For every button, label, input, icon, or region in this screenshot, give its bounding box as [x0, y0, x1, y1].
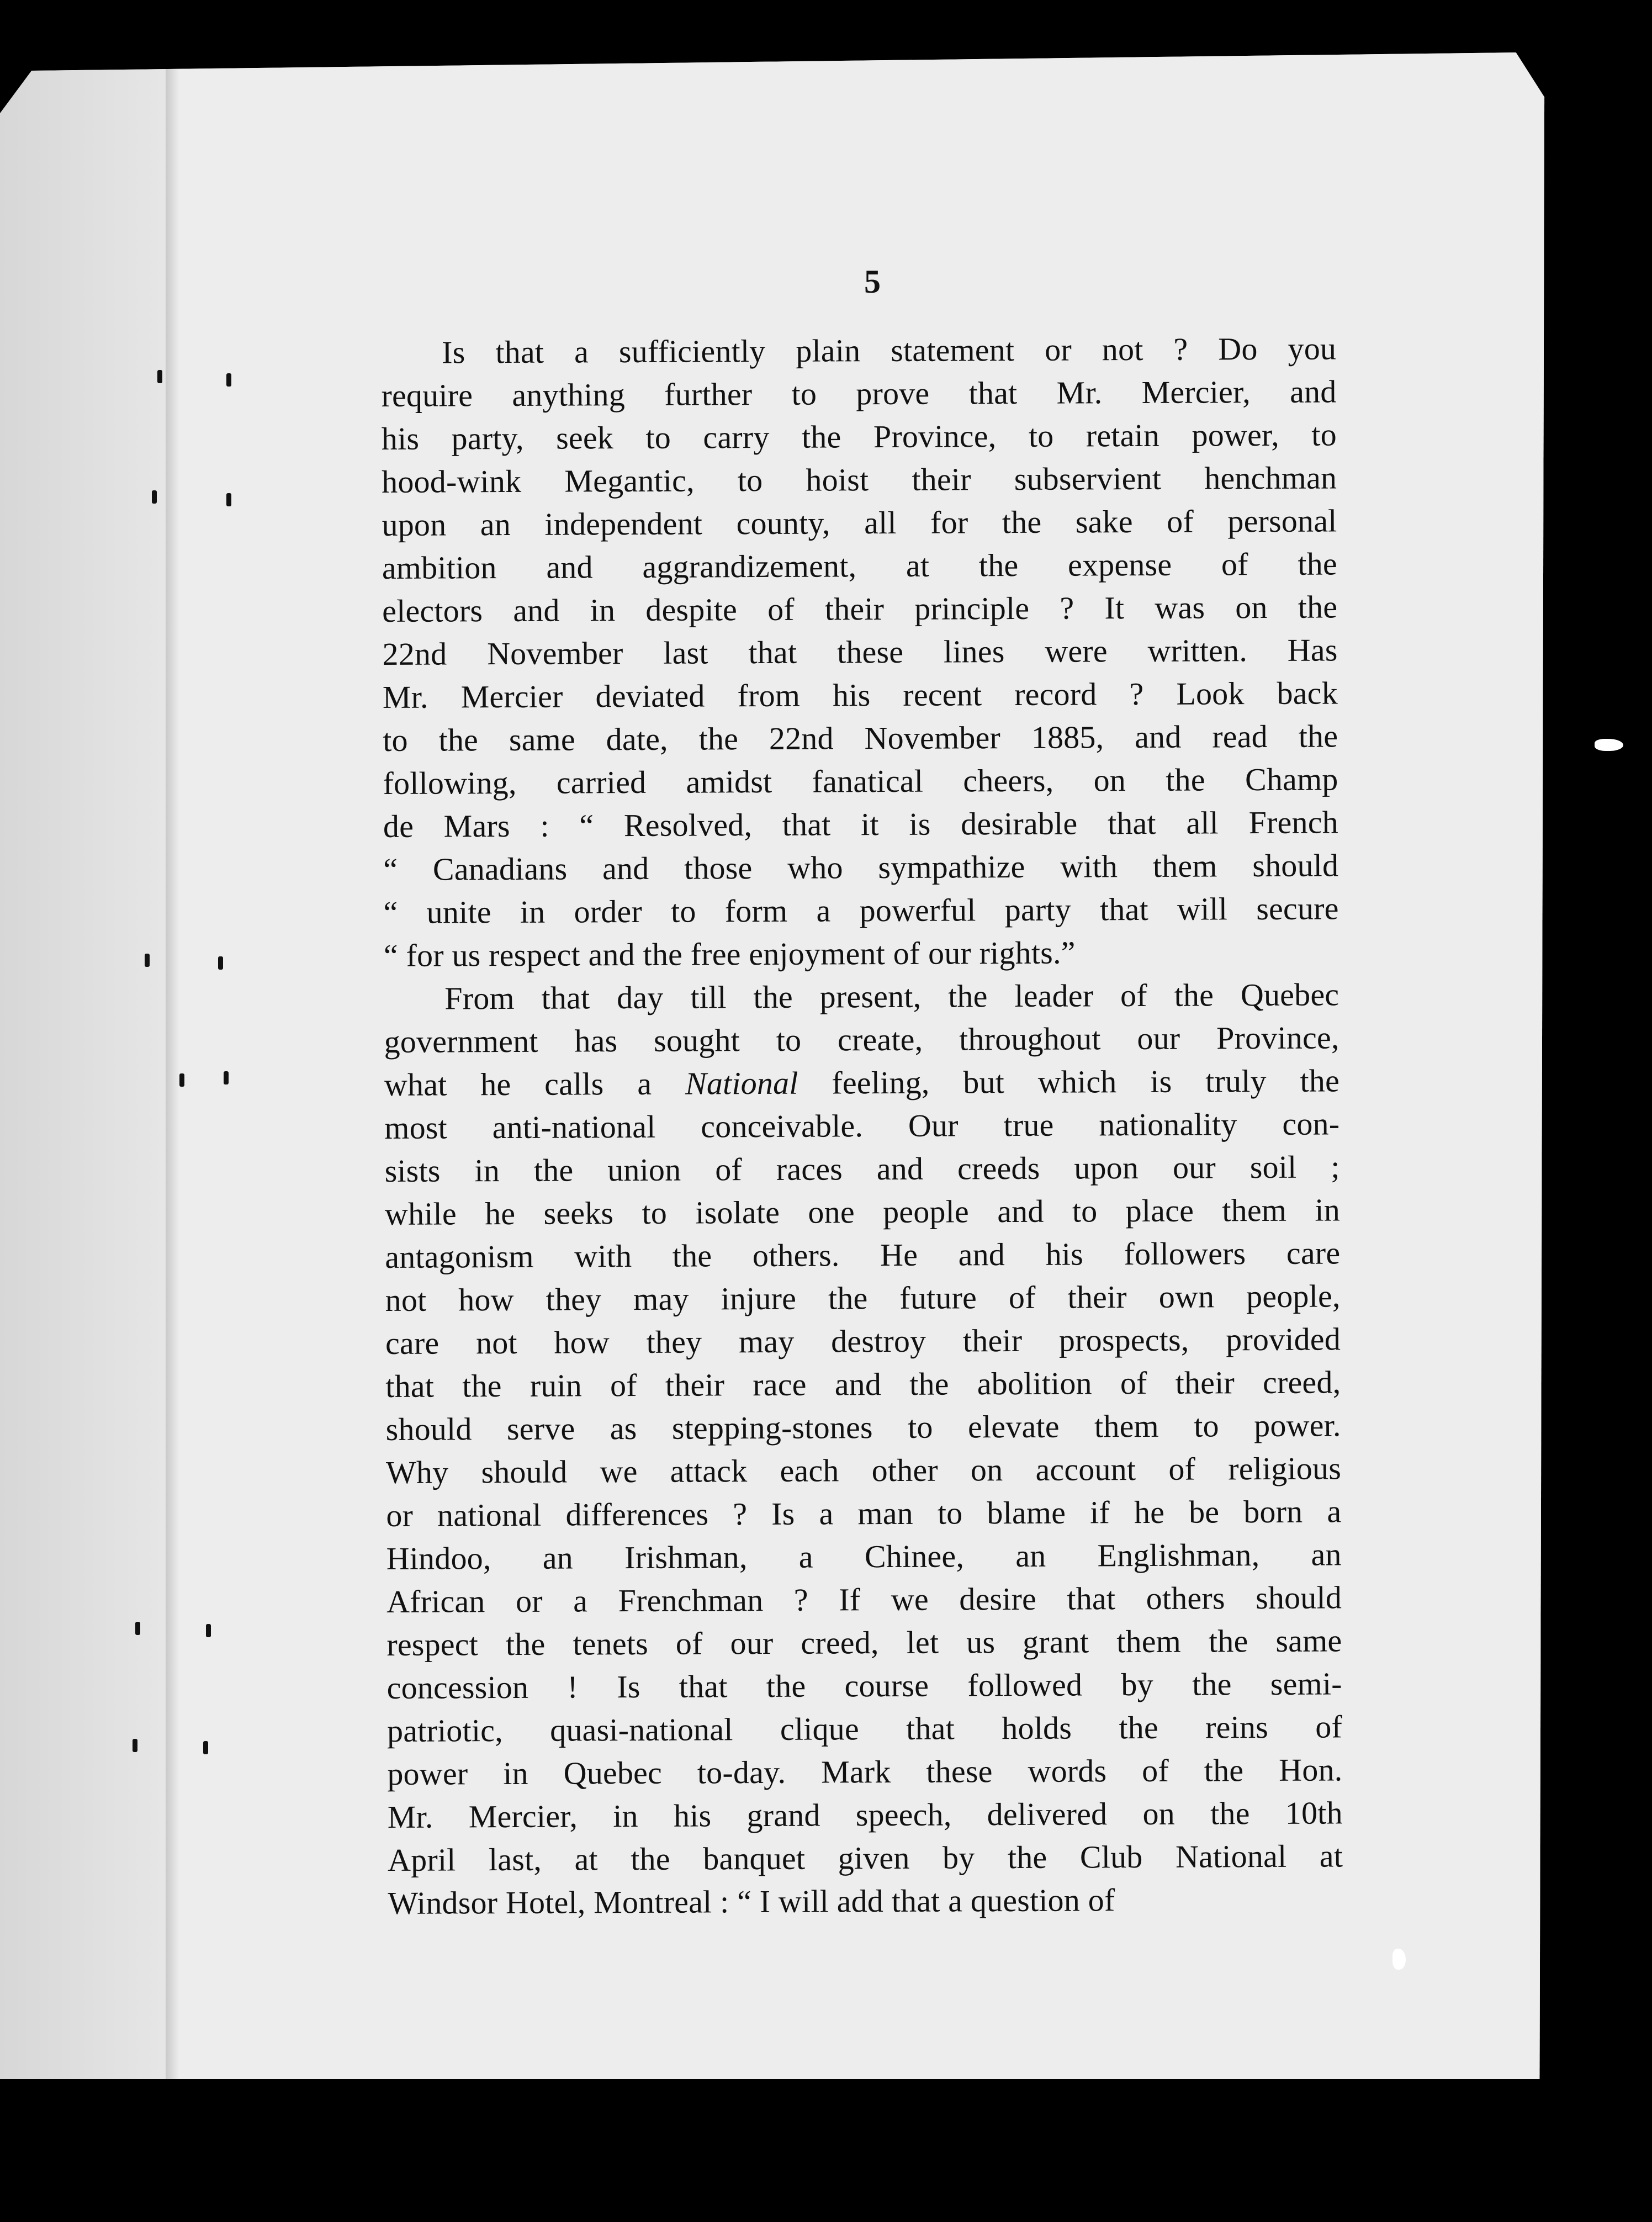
text-line: following, carried amidst fanatical cheers, on the Champ: [383, 761, 1338, 801]
text-line: concession ! Is that the course followed by the semi-: [386, 1665, 1342, 1706]
text-line: upon an independent county, all for the sake of personal: [382, 502, 1337, 543]
text-line: most anti-national conceivable. Our true nationality con-: [384, 1105, 1340, 1146]
text-line: Mr. Mercier deviated from his recent record ? Look back: [382, 675, 1338, 715]
paragraph: [381, 327, 1339, 977]
binding-hole: [218, 956, 223, 970]
text-line: Why should we attack each other on account of religious: [385, 1450, 1342, 1490]
text-line: while he seeks to isolate one people and to place them in: [384, 1192, 1341, 1232]
text-line: From that day till the present, the leader of the Quebec: [444, 976, 1339, 1017]
text-line: require anything further to prove that Mr. Mercier, and: [381, 373, 1337, 414]
text-line: “ Canadians and those who sympathize with them should: [383, 847, 1339, 887]
text-line: hood-wink Megantic, to hoist their subservient henchman: [382, 459, 1337, 500]
text-line: care not how they may destroy their prospects, provided: [385, 1321, 1341, 1361]
italic-word: National: [685, 1065, 798, 1102]
scan-border-bottom: [0, 2079, 1652, 2222]
scan-speck: [1595, 739, 1623, 751]
paragraph: [384, 973, 1343, 1925]
text-line: electors and in despite of their principle ? It was on the: [382, 589, 1338, 629]
binding-hole: [206, 1624, 211, 1637]
text-line: de Mars : “ Resolved, that it is desirable that all French: [383, 804, 1339, 844]
binding-hole: [157, 370, 162, 383]
text-line: Is that a sufficiently plain statement or not ? Do you: [442, 330, 1337, 371]
text-run: feeling, but which is truly the: [798, 1062, 1340, 1101]
binding-hole: [179, 1073, 184, 1087]
text-line: Windsor Hotel, Montreal : “ I will add that a question of: [388, 1882, 1115, 1921]
page-number: 5: [864, 263, 881, 300]
text-line: respect the tenets of our creed, let us grant them the same: [386, 1622, 1342, 1663]
text-line: Mr. Mercier, in his grand speech, delivered on the 10th: [387, 1795, 1343, 1835]
binding-hole: [133, 1739, 137, 1752]
text-line: not how they may injure the future of their own people,: [385, 1278, 1341, 1318]
binding-hole: [226, 493, 231, 506]
body-text: [381, 327, 1343, 1925]
text-run: what he calls a: [384, 1065, 686, 1103]
book-gutter: [166, 52, 179, 2079]
text-line: [384, 1059, 1339, 1107]
binding-hole: [152, 490, 157, 504]
binding-hole: [135, 1622, 140, 1635]
text-line: African or a Frenchman ? If we desire that others should: [386, 1579, 1342, 1620]
text-line: “ for us respect and the free enjoyment of our rights.”: [383, 934, 1076, 974]
text-line: antagonism with the others. He and his followers care: [385, 1235, 1341, 1275]
text-line: April last, at the banquet given by the Club National at: [387, 1838, 1343, 1878]
text-line: that the ruin of their race and the abolition of their creed,: [385, 1364, 1341, 1404]
binding-hole: [226, 373, 231, 387]
left-page-edge: [0, 52, 166, 2079]
binding-hole: [224, 1071, 229, 1084]
text-line: government has sought to create, throughout our Province,: [384, 1019, 1339, 1060]
text-line: “ unite in order to form a powerful party that will secure: [383, 890, 1339, 930]
text-line: power in Quebec to-day. Mark these words of the Hon.: [387, 1752, 1343, 1792]
page-edge-shadow: [1540, 52, 1579, 2079]
binding-hole: [145, 954, 150, 967]
text-line: Hindoo, an Irishman, a Chinee, an Englishman, an: [386, 1536, 1342, 1576]
text-line: or national differences ? Is a man to blame if he be born a: [386, 1493, 1342, 1533]
text-line: 22nd November last that these lines were written. Has: [382, 632, 1338, 672]
text-line: should serve as stepping-stones to elevate them to power.: [385, 1407, 1341, 1447]
binding-hole: [203, 1741, 208, 1754]
scan-speck: [1392, 1949, 1406, 1970]
text-line: sists in the union of races and creeds upon our soil ;: [384, 1149, 1340, 1189]
text-line: patriotic, quasi-national clique that holds the reins of: [386, 1708, 1343, 1749]
text-line: ambition and aggrandizement, at the expense of the: [382, 546, 1337, 586]
text-line: to the same date, the 22nd November 1885, and read the: [383, 718, 1338, 758]
text-line: his party, seek to carry the Province, to retain power, to: [381, 416, 1337, 457]
